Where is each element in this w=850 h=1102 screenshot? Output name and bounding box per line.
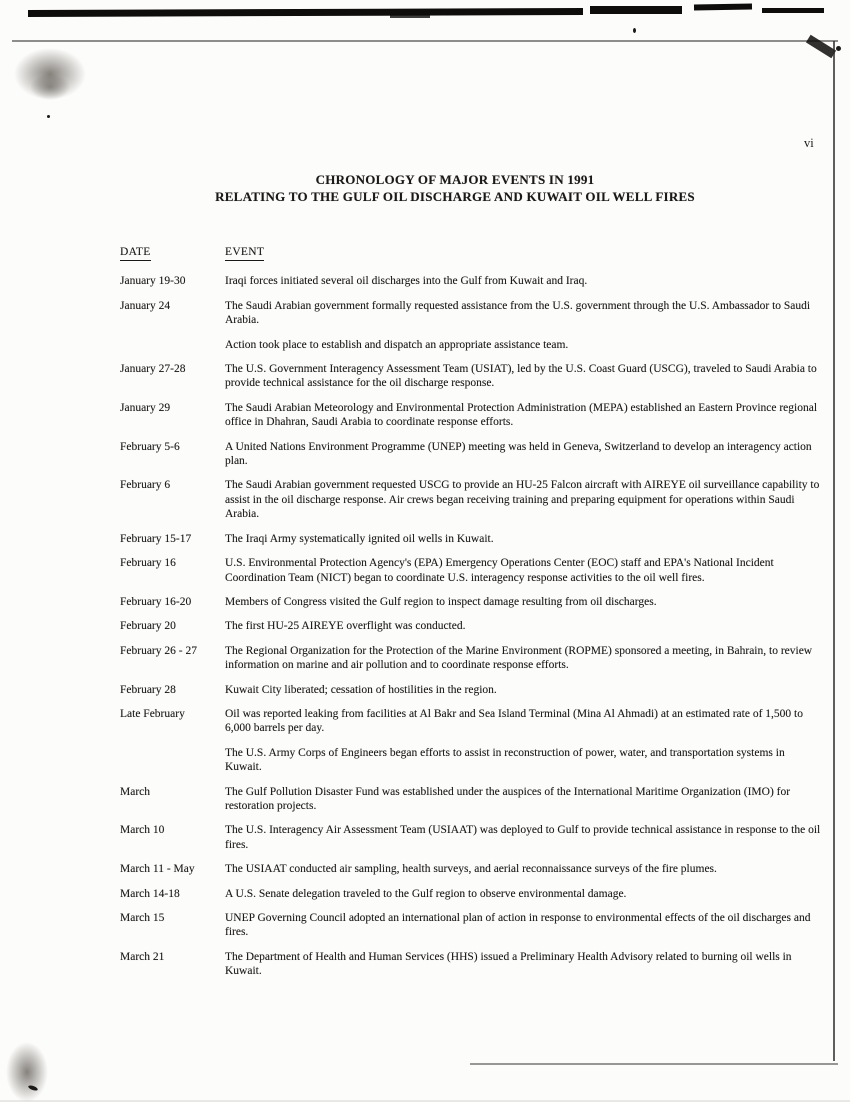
scan-artifact-top-bar [28,8,583,17]
table-row [120,532,822,546]
event-paragraph: Oil was reported leaking from facilities at Al Bakr and Sea Island Terminal (Mina Al Ahmadi) at an estimated rate of 1,500 to 6,000 barrels per day. [225,707,803,735]
scan-speck [47,115,50,118]
table-body [120,274,822,978]
event-paragraph: The Gulf Pollution Disaster Fund was established under the auspices of the International Maritime Organization (IMO) for restoration projects. [225,785,791,812]
row-event [225,823,822,852]
event-paragraph: The Saudi Arabian government formally requested assistance from the U.S. government through the U.S. Ambassador to Saudi Arabia. [225,299,811,327]
table-row [120,440,822,469]
table-row [120,619,822,633]
scan-artifact-top-bar [694,3,752,10]
column-header-event: EVENT [225,245,264,261]
row-date: Late February [120,707,185,720]
row-event [225,644,822,673]
row-event [225,619,822,633]
table-row [120,362,822,391]
scan-artifact-top-bar [590,6,682,14]
event-paragraph: The USIAAT conducted air sampling, health surveys, and aerial reconnaissance surveys of the fire plumes. [225,863,717,876]
row-date: March 15 [120,912,165,924]
row-event [225,556,822,585]
row-date: February 26 - 27 [120,644,197,657]
event-paragraph: Iraqi forces initiated several oil discharges into the Gulf from Kuwait and Iraq. [225,275,588,288]
row-event [225,785,822,814]
scan-artifact-top-bar [762,8,824,13]
scan-artifact-top-rule [12,40,838,42]
row-event [225,862,822,876]
row-date: February 16-20 [120,595,192,608]
row-date: January 29 [120,401,171,414]
row-date: January 24 [120,299,171,312]
table-row [120,911,822,940]
event-paragraph: The Saudi Arabian Meteorology and Environmental Protection Administration (MEPA) established an Eastern Province regional office in Dhahran, Saudi Arabia to coordinate response efforts. [225,401,818,429]
event-paragraph: The Iraqi Army systematically ignited oil wells in Kuwait. [225,532,494,545]
scan-artifact-top-bar [390,14,430,18]
scan-smudge [30,74,70,100]
row-date: February 6 [120,479,171,492]
row-event [225,911,822,940]
event-paragraph: The Saudi Arabian government requested USCG to provide an HU-25 Falcon aircraft with AIREYE oil surveillance capability to assist in the oil discharge response. Air crews began receiving training and preparing equipment for operations within Saudi Arabia. [225,479,820,521]
title-line-2: RELATING TO THE GULF OIL DISCHARGE AND KUWAIT OIL WELL FIRES [215,189,695,204]
table-row [120,595,822,609]
title-line-1: CHRONOLOGY OF MAJOR EVENTS IN 1991 [315,172,595,187]
row-event [225,299,822,352]
row-date: March 14-18 [120,887,180,900]
event-paragraph: U.S. Environmental Protection Agency's (EPA) Emergency Operations Center (EOC) staff and EPA's National Incident Coordination Team (NICT) began to coordinate U.S. interagency response activities to the oil well fires. [225,557,774,584]
scan-artifact-right-edge [833,41,835,1061]
event-paragraph: The U.S. Army Corps of Engineers began efforts to assist in reconstruction of power, water, and transportation systems in Kuwait. [225,746,785,774]
column-header-date: DATE [120,245,151,261]
row-date: February 16 [120,557,176,570]
table-row [120,478,822,521]
table-row [120,556,822,585]
row-date: March 10 [120,824,165,837]
row-date: March 21 [120,950,165,963]
row-date: February 15-17 [120,532,192,545]
row-date: February 28 [120,683,176,696]
scan-artifact-bottom-rule [470,1063,838,1065]
row-event [225,950,822,979]
row-event [225,274,822,288]
row-event [225,532,822,546]
row-date: February 20 [120,620,176,633]
chronology-table [120,245,822,989]
table-row [120,299,822,352]
header-date-cell [120,245,225,261]
table-row [120,644,822,673]
row-event [225,595,822,609]
event-paragraph: The Department of Health and Human Services (HHS) issued a Preliminary Health Advisory related to burning oil wells in Kuwait. [225,950,792,978]
scan-artifact-corner-mark [806,35,836,59]
event-paragraph: A U.S. Senate delegation traveled to the Gulf region to observe environmental damage. [225,887,627,900]
row-event [225,683,822,697]
scan-speck [836,46,841,51]
table-row [120,707,822,775]
row-date: March [120,785,151,798]
row-event [225,707,822,775]
row-date: February 5-6 [120,440,180,453]
event-paragraph: Action took place to establish and dispatch an appropriate assistance team. [225,338,569,351]
scan-smudge [6,1042,48,1102]
row-event [225,401,822,430]
row-event [225,440,822,469]
row-date: March 11 - May [120,863,195,876]
row-date: January 27-28 [120,363,186,376]
table-row [120,823,822,852]
event-paragraph: The Regional Organization for the Protection of the Marine Environment (ROPME) sponsored a meeting, in Bahrain, to review information on marine and air pollution and to coordinate response efforts. [225,644,813,672]
table-row [120,950,822,979]
header-event-cell [225,245,822,261]
page-number: vi [804,136,814,150]
event-paragraph: The U.S. Government Interagency Assessment Team (USIAT), led by the U.S. Coast Guard (USCG), traveled to Saudi Arabia to provide technical assistance for the oil discharge response. [225,363,817,390]
event-paragraph: The first HU-25 AIREYE overflight was conducted. [225,620,466,633]
event-paragraph: A United Nations Environment Programme (UNEP) meeting was held in Geneva, Switzerland to develop an interagency action plan. [225,440,812,468]
row-event [225,887,822,901]
table-row [120,401,822,430]
event-paragraph: UNEP Governing Council adopted an international plan of action in response to environmental effects of the oil discharges and fires. [225,912,811,939]
document-title [95,171,815,205]
row-date: January 19-30 [120,275,186,288]
row-event [225,478,822,521]
table-header-row [120,245,822,261]
event-paragraph: Members of Congress visited the Gulf region to inspect damage resulting from oil discharges. [225,595,657,608]
table-row [120,274,822,288]
table-row [120,862,822,876]
event-paragraph: The U.S. Interagency Air Assessment Team (USIAAT) was deployed to Gulf to provide technical assistance in response to the oil fires. [225,824,821,851]
row-event [225,362,822,391]
event-paragraph: Kuwait City liberated; cessation of hostilities in the region. [225,683,497,696]
scan-speck [633,28,636,33]
table-row [120,683,822,697]
table-row [120,887,822,901]
table-row [120,785,822,814]
